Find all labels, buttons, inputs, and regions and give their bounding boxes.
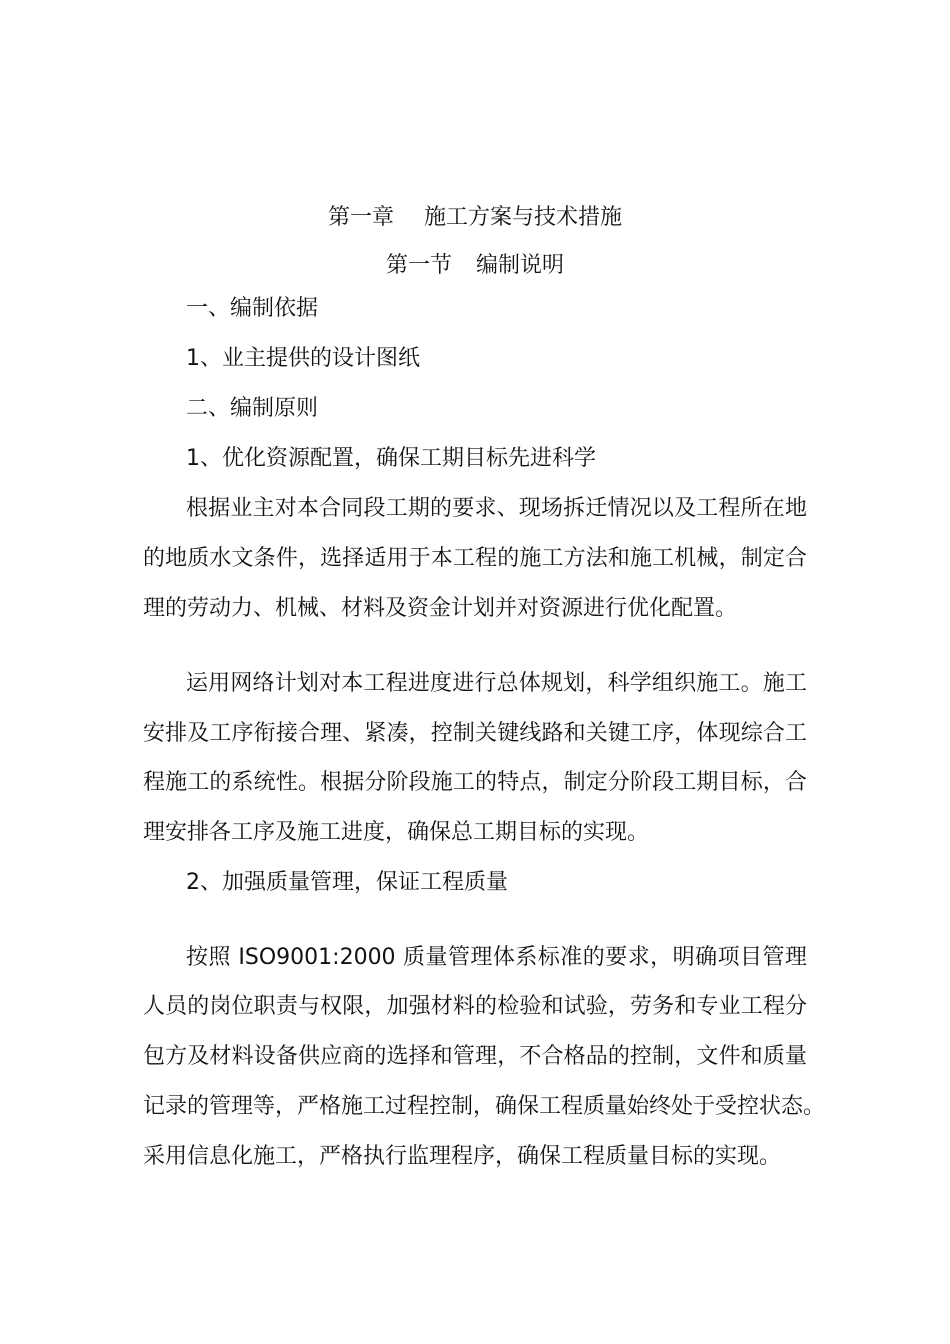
section-heading: [0, 251, 950, 281]
paragraph-line: 按照 ISO9001:2000 质量管理体系标准的要求，明确项目管理: [186, 945, 807, 970]
heading-principles: 二、编制原则: [186, 396, 319, 421]
section-number: 第一节: [385, 253, 452, 278]
principle-1-heading: 1、优化资源配置，确保工期目标先进科学: [186, 446, 596, 471]
heading-basis: 一、编制依据: [186, 296, 319, 321]
principle-2-heading: 2、加强质量管理，保证工程质量: [186, 870, 508, 895]
chapter-heading: [0, 203, 950, 233]
paragraph-line: 理的劳动力、机械、材料及资金计划并对资源进行优化配置。: [143, 596, 738, 621]
paragraph-line: 理安排各工序及施工进度，确保总工期目标的实现。: [143, 820, 650, 845]
paragraph-line: 采用信息化施工，严格执行监理程序，确保工程质量目标的实现。: [143, 1144, 782, 1169]
paragraph-line: 的地质水文条件，选择适用于本工程的施工方法和施工机械，制定合: [143, 546, 807, 571]
section-title: 编制说明: [476, 253, 565, 278]
paragraph-line: 安排及工序衔接合理、紧凑，控制关键线路和关键工序，体现综合工: [143, 721, 807, 746]
paragraph-line: 运用网络计划对本工程进度进行总体规划，科学组织施工。施工: [186, 671, 807, 696]
basis-item-1: 1、业主提供的设计图纸: [186, 346, 420, 371]
chapter-number: 第一章: [327, 205, 394, 230]
paragraph-line: 包方及材料设备供应商的选择和管理，不合格品的控制，文件和质量: [143, 1044, 807, 1069]
paragraph-line: 程施工的系统性。根据分阶段施工的特点，制定分阶段工期目标，合: [143, 770, 807, 795]
paragraph-line: 记录的管理等，严格施工过程控制，确保工程质量始终处于受控状态。: [143, 1094, 826, 1119]
paragraph-line: 根据业主对本合同段工期的要求、现场拆迁情况以及工程所在地: [186, 496, 807, 521]
chapter-title: 施工方案与技术措施: [424, 205, 623, 230]
paragraph-line: 人员的岗位职责与权限，加强材料的检验和试验，劳务和专业工程分: [143, 994, 807, 1019]
